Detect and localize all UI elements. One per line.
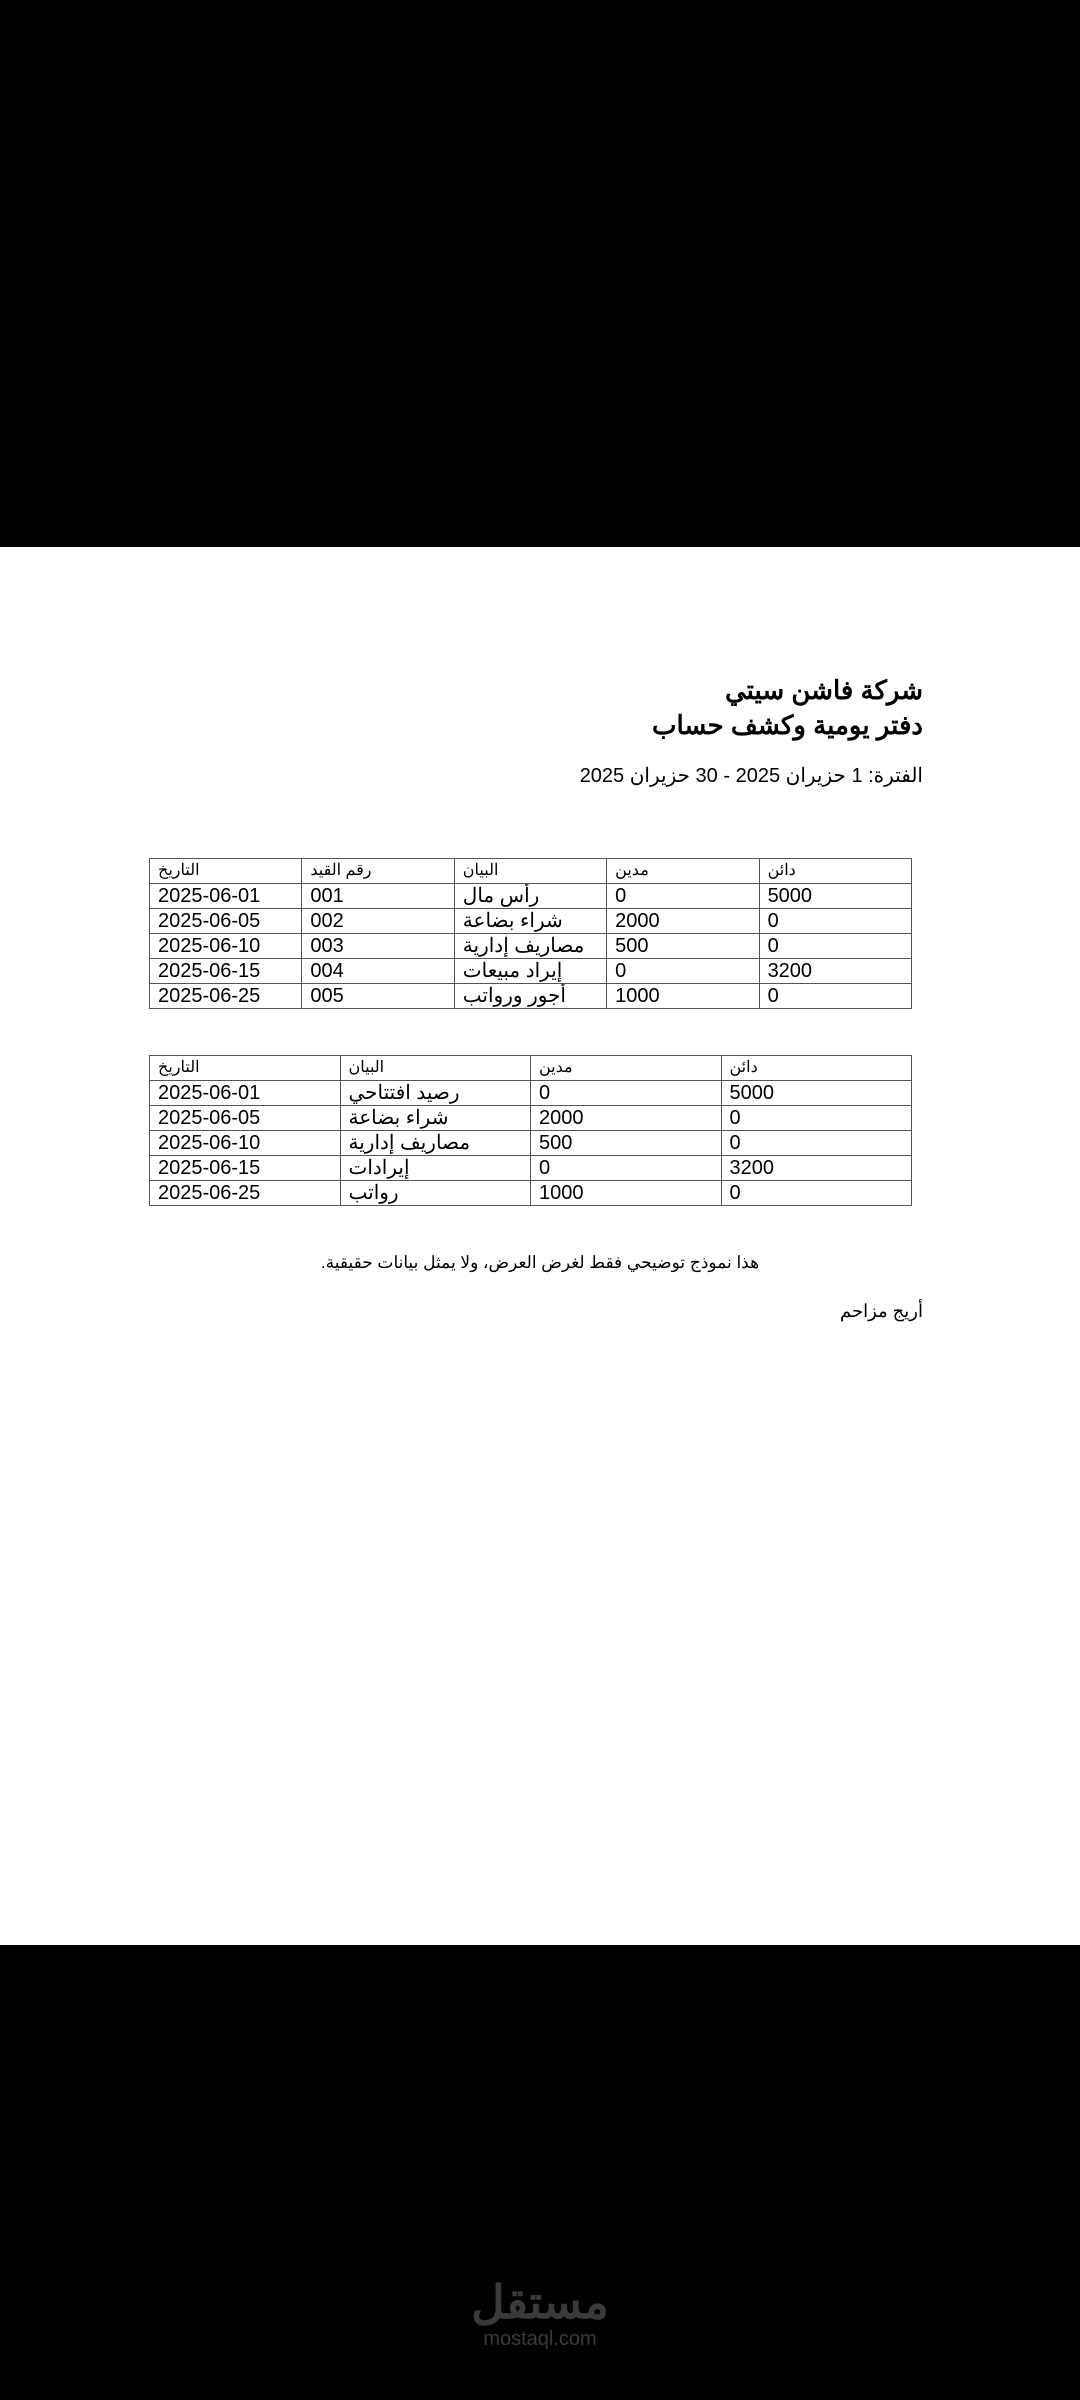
table-row	[150, 1181, 912, 1206]
cell-credit: 0	[759, 909, 911, 934]
cell-description: شراء بضاعة	[454, 909, 606, 934]
journal-table	[149, 858, 912, 1009]
cell-date: 2025-06-10	[150, 934, 302, 959]
cell-entry: 002	[302, 909, 454, 934]
table-row	[150, 1106, 912, 1131]
cell-description: أجور ورواتب	[454, 984, 606, 1009]
cell-date: 2025-06-01	[150, 1081, 341, 1106]
cell-debit: 1000	[607, 984, 759, 1009]
cell-description: مصاريف إدارية	[340, 1131, 531, 1156]
table-header-row	[150, 859, 912, 884]
cell-credit: 0	[721, 1181, 912, 1206]
cell-description: شراء بضاعة	[340, 1106, 531, 1131]
cell-entry: 003	[302, 934, 454, 959]
document-page	[0, 547, 1080, 1945]
cell-debit: 500	[607, 934, 759, 959]
watermark-logo-latin: mostaql.com	[483, 2328, 597, 2350]
period-line: الفترة: 1 حزيران 2025 - 30 حزيران 2025	[579, 765, 923, 787]
cell-entry: 001	[302, 884, 454, 909]
table-row	[150, 1156, 912, 1181]
column-header-credit: دائن	[759, 859, 911, 884]
document-title: دفتر يومية وكشف حساب	[652, 710, 923, 740]
table-row	[150, 1131, 912, 1156]
top-black-bar	[0, 0, 1080, 547]
cell-credit: 0	[759, 934, 911, 959]
cell-date: 2025-06-10	[150, 1131, 341, 1156]
table-row	[150, 909, 912, 934]
cell-debit: 2000	[531, 1106, 722, 1131]
cell-debit: 500	[531, 1131, 722, 1156]
cell-description: إيرادات	[340, 1156, 531, 1181]
table-header-row	[150, 1056, 912, 1081]
cell-date: 2025-06-15	[150, 1156, 341, 1181]
cell-description: رصيد افتتاحي	[340, 1081, 531, 1106]
cell-date: 2025-06-05	[150, 909, 302, 934]
cell-debit: 0	[531, 1156, 722, 1181]
column-header-debit: مدين	[531, 1056, 722, 1081]
column-header-date: التاريخ	[150, 1056, 341, 1081]
column-header-entry: رقم القيد	[302, 859, 454, 884]
watermark-logo-arabic: مستقل	[471, 2276, 609, 2328]
column-header-credit: دائن	[721, 1056, 912, 1081]
cell-credit: 0	[759, 984, 911, 1009]
cell-debit: 0	[607, 959, 759, 984]
cell-credit: 0	[721, 1131, 912, 1156]
table-row	[150, 884, 912, 909]
table-row	[150, 934, 912, 959]
table-row	[150, 984, 912, 1009]
cell-date: 2025-06-25	[150, 1181, 341, 1206]
cell-credit: 3200	[721, 1156, 912, 1181]
cell-description: رواتب	[340, 1181, 531, 1206]
cell-credit: 0	[721, 1106, 912, 1131]
cell-date: 2025-06-25	[150, 984, 302, 1009]
table-row	[150, 959, 912, 984]
company-name: شركة فاشن سيتي	[725, 675, 923, 705]
cell-date: 2025-06-15	[150, 959, 302, 984]
column-header-description: البيان	[340, 1056, 531, 1081]
cell-credit: 5000	[721, 1081, 912, 1106]
author-signature: أريج مزاحم	[839, 1301, 923, 1321]
cell-debit: 0	[607, 884, 759, 909]
cell-description: إيراد مبيعات	[454, 959, 606, 984]
cell-date: 2025-06-05	[150, 1106, 341, 1131]
mostaql-watermark	[0, 2276, 1080, 2350]
cell-debit: 1000	[531, 1181, 722, 1206]
column-header-date: التاريخ	[150, 859, 302, 884]
cell-credit: 3200	[759, 959, 911, 984]
column-header-debit: مدين	[607, 859, 759, 884]
disclaimer-note: هذا نموذج توضيحي فقط لغرض العرض، ولا يمثل بيانات حقيقية.	[320, 1253, 760, 1272]
column-header-description: البيان	[454, 859, 606, 884]
cell-date: 2025-06-01	[150, 884, 302, 909]
cell-description: مصاريف إدارية	[454, 934, 606, 959]
account-statement-table	[149, 1055, 912, 1206]
cell-description: رأس مال	[454, 884, 606, 909]
cell-credit: 5000	[759, 884, 911, 909]
cell-entry: 005	[302, 984, 454, 1009]
cell-debit: 2000	[607, 909, 759, 934]
cell-entry: 004	[302, 959, 454, 984]
table-row	[150, 1081, 912, 1106]
cell-debit: 0	[531, 1081, 722, 1106]
